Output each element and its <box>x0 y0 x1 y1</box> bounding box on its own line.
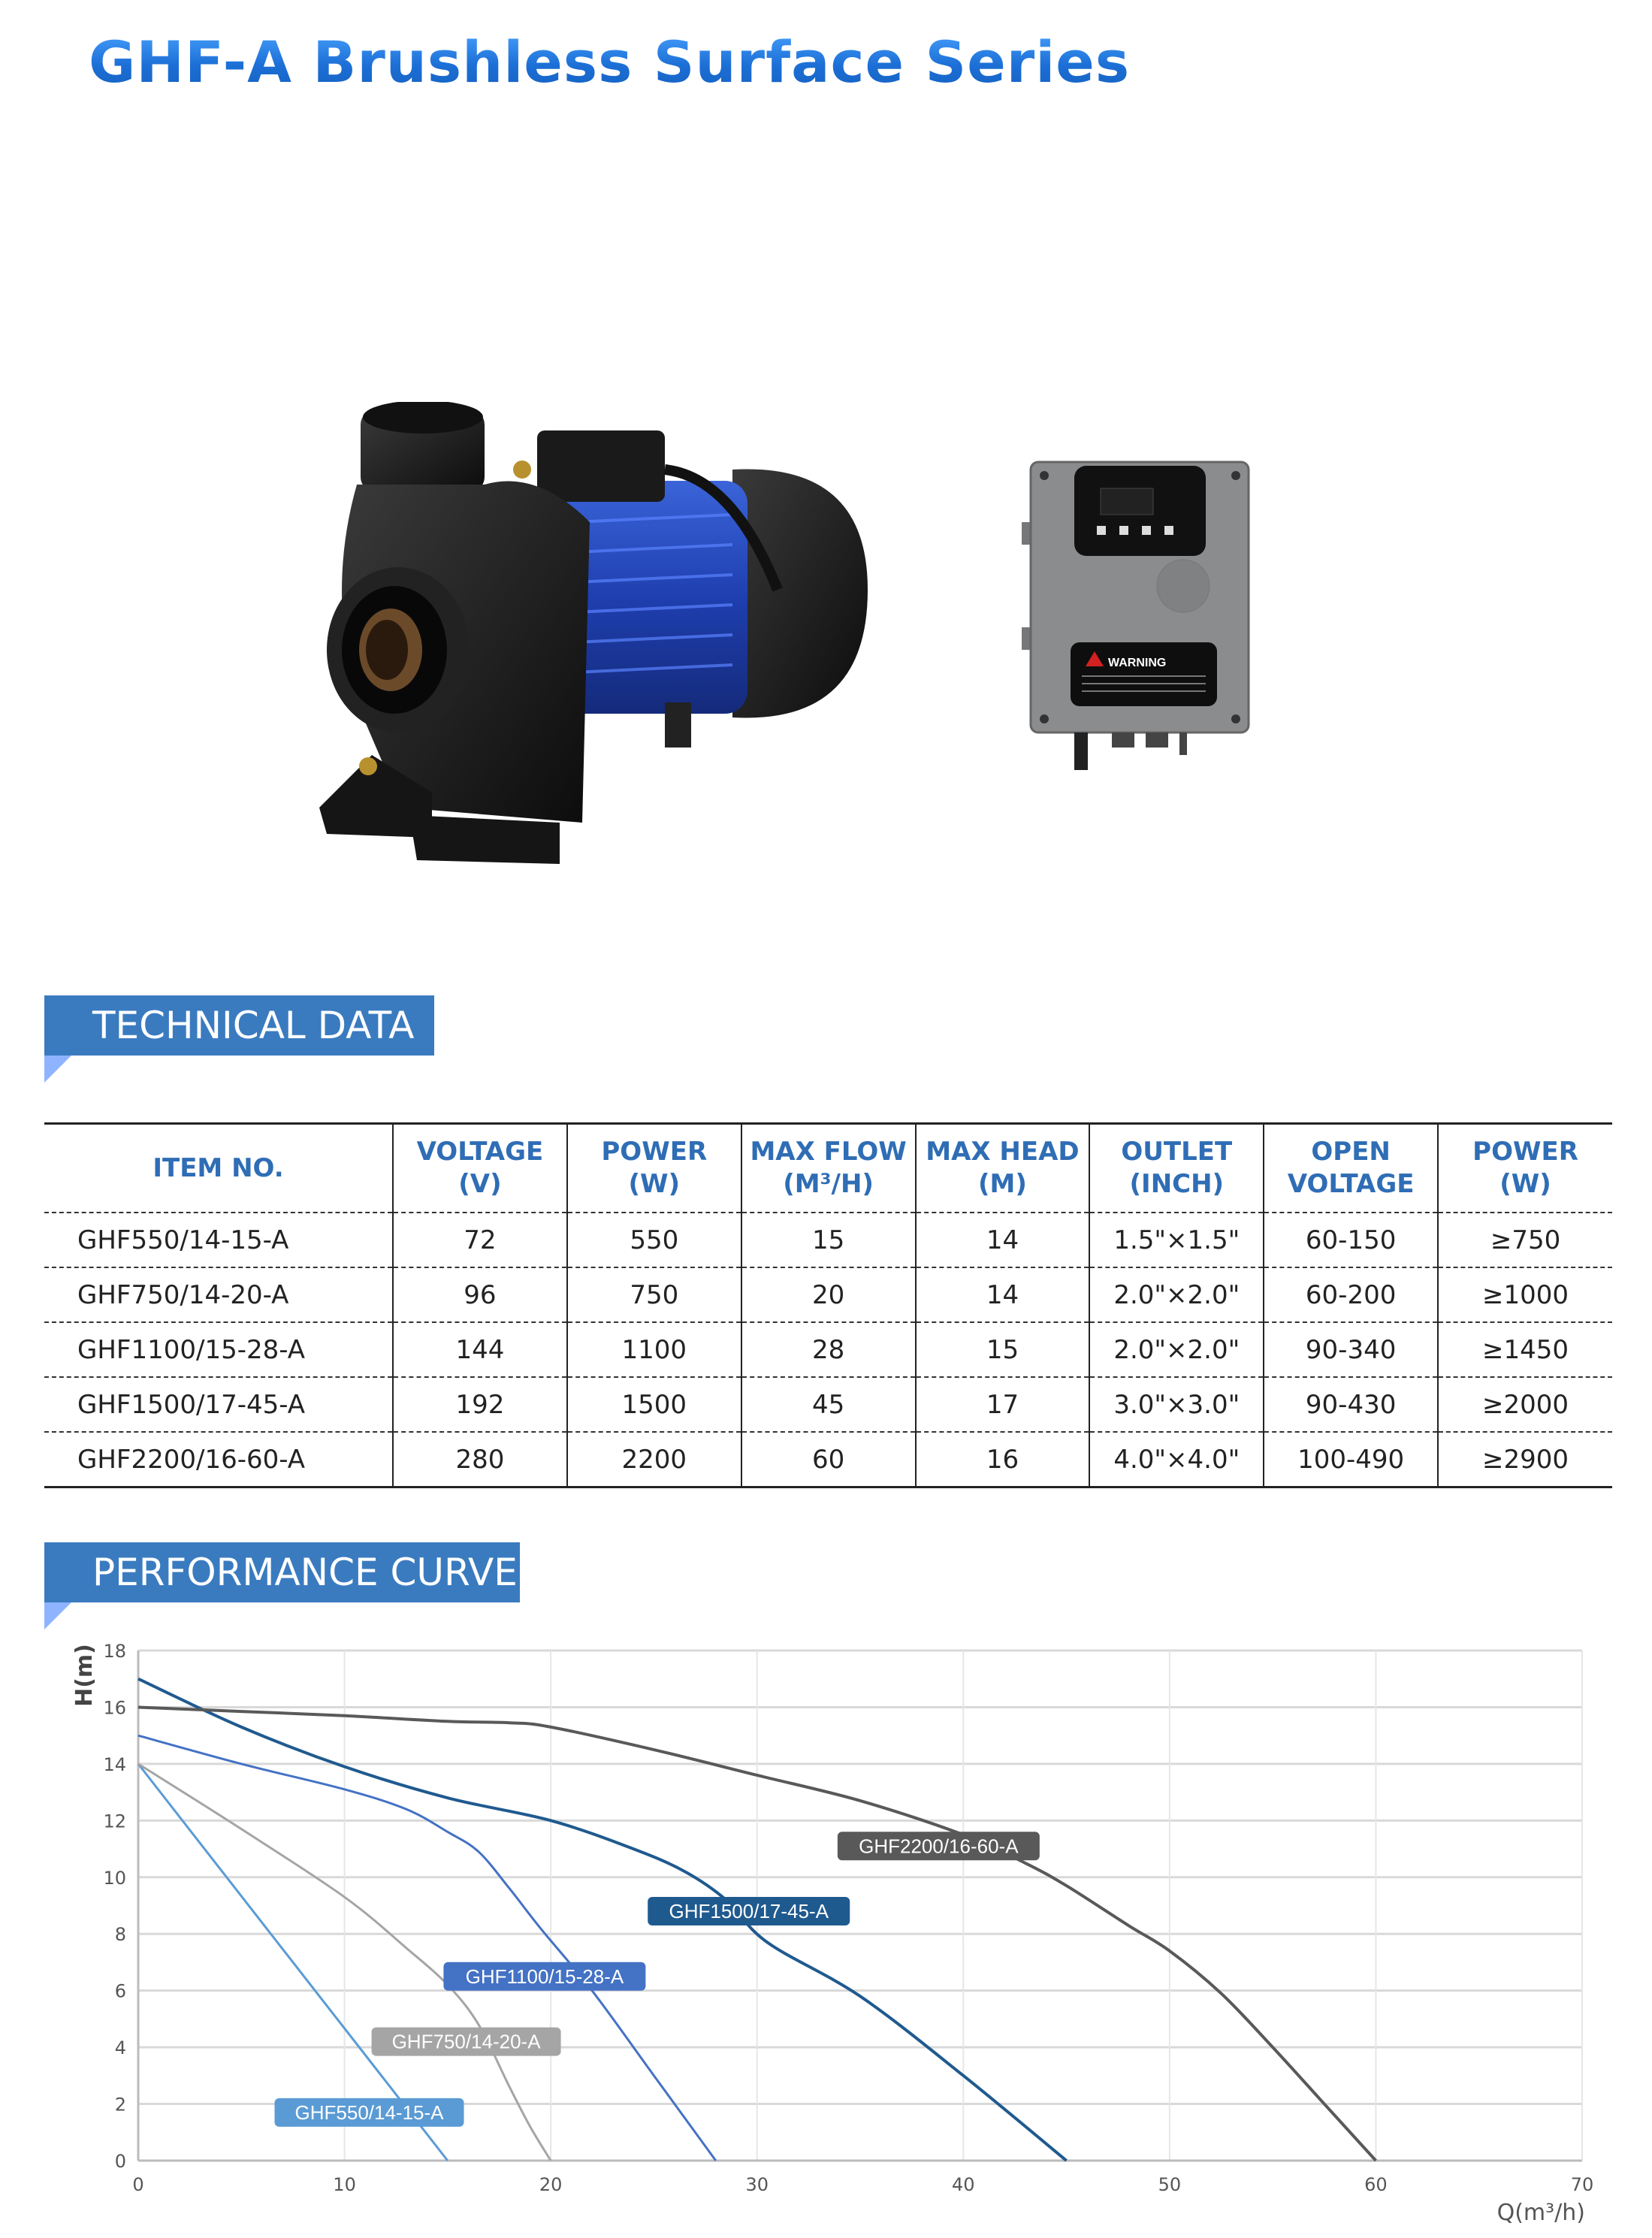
column-header-line: (M) <box>977 1169 1027 1199</box>
column-header-line: ITEM NO. <box>153 1152 284 1183</box>
table-cell: ≥2900 <box>1438 1432 1612 1487</box>
performance-chart <box>0 1615 1652 2238</box>
y-tick-label: 12 <box>103 1811 126 1832</box>
table-cell: 72 <box>393 1213 567 1267</box>
series-label-text: GHF1500/17-45-A <box>669 1900 829 1923</box>
x-tick-label: 40 <box>952 2174 975 2195</box>
table-cell: 100-490 <box>1264 1432 1438 1487</box>
column-header <box>44 1124 393 1213</box>
table-cell: 45 <box>741 1377 916 1432</box>
table-cell: 2.0"×2.0" <box>1089 1322 1264 1377</box>
column-header-line: VOLTAGE <box>1287 1169 1415 1199</box>
column-header <box>393 1124 567 1213</box>
column-header-line: VOLTAGE <box>416 1137 544 1167</box>
y-tick-label: 16 <box>103 1697 126 1719</box>
column-header-line: (M³/H) <box>783 1169 874 1199</box>
column-header <box>1438 1124 1612 1213</box>
table-cell: ≥1000 <box>1438 1267 1612 1322</box>
series-label-text: GHF750/14-20-A <box>391 2030 541 2053</box>
table-row <box>44 1377 1612 1432</box>
x-tick-label: 70 <box>1570 2174 1594 2195</box>
column-header-line: (W) <box>1499 1169 1551 1199</box>
y-tick-label: 4 <box>114 2037 126 2059</box>
table-cell: 280 <box>393 1432 567 1487</box>
table-cell: 4.0"×4.0" <box>1089 1432 1264 1487</box>
x-axis-label: Q(m³/h) <box>1496 2200 1585 2226</box>
series-line-ghf1500-17-45-a <box>138 1679 1067 2161</box>
column-header <box>1264 1124 1438 1213</box>
table-row <box>44 1267 1612 1322</box>
column-header <box>1089 1124 1264 1213</box>
y-tick-label: 2 <box>114 2094 126 2116</box>
column-header-line: (V) <box>458 1169 502 1199</box>
column-header-line: OUTLET <box>1121 1137 1233 1167</box>
table-cell: 60-150 <box>1264 1213 1438 1267</box>
table-cell: 96 <box>393 1267 567 1322</box>
table-cell: ≥750 <box>1438 1213 1612 1267</box>
column-header <box>916 1124 1090 1213</box>
technical-data-table <box>44 1122 1612 1488</box>
controller-image <box>1014 455 1262 778</box>
y-axis-label: H(m) <box>71 1644 98 1707</box>
item-number-cell: GHF1500/17-45-A <box>44 1377 393 1432</box>
table-cell: 17 <box>916 1377 1090 1432</box>
x-tick-label: 10 <box>333 2174 356 2195</box>
series-label-text: GHF2200/16-60-A <box>859 1835 1019 1858</box>
item-number-cell: GHF550/14-15-A <box>44 1213 393 1267</box>
table-cell: 15 <box>741 1213 916 1267</box>
table-cell: 14 <box>916 1213 1090 1267</box>
table-cell: 60 <box>741 1432 916 1487</box>
column-header <box>741 1124 916 1213</box>
y-tick-label: 10 <box>103 1867 126 1889</box>
x-tick-label: 50 <box>1158 2174 1182 2195</box>
table-row <box>44 1432 1612 1487</box>
table-cell: 28 <box>741 1322 916 1377</box>
column-header-line: OPEN <box>1311 1137 1391 1167</box>
table-cell: ≥1450 <box>1438 1322 1612 1377</box>
table-cell: 192 <box>393 1377 567 1432</box>
series-label-text: GHF1100/15-28-A <box>465 1965 624 1988</box>
table-cell: 2200 <box>567 1432 741 1487</box>
x-tick-label: 30 <box>745 2174 769 2195</box>
column-header-line: (W) <box>628 1169 681 1199</box>
item-number-cell: GHF1100/15-28-A <box>44 1322 393 1377</box>
table-cell: 60-200 <box>1264 1267 1438 1322</box>
column-header <box>567 1124 741 1213</box>
series-label <box>443 1962 645 1991</box>
page-title: GHF-A Brushless Surface Series <box>89 29 1131 95</box>
item-number-cell: GHF2200/16-60-A <box>44 1432 393 1487</box>
table-cell: 90-430 <box>1264 1377 1438 1432</box>
table-cell: 15 <box>916 1322 1090 1377</box>
x-tick-label: 0 <box>132 2174 144 2195</box>
x-tick-label: 20 <box>539 2174 563 2195</box>
table-cell: 550 <box>567 1213 741 1267</box>
pump-image <box>312 402 875 890</box>
table-cell: 3.0"×3.0" <box>1089 1377 1264 1432</box>
table-cell: ≥2000 <box>1438 1377 1612 1432</box>
warning-label: WARNING <box>1108 657 1167 669</box>
table-cell: 16 <box>916 1432 1090 1487</box>
x-tick-label: 60 <box>1364 2174 1388 2195</box>
y-tick-label: 6 <box>114 1980 126 2002</box>
table-header-row <box>44 1124 1612 1213</box>
performance-curve-banner: PERFORMANCE CURVE <box>44 1542 520 1602</box>
banner-triangle-decoration <box>44 1056 71 1083</box>
column-header-line: POWER <box>1472 1137 1578 1167</box>
table-cell: 90-340 <box>1264 1322 1438 1377</box>
y-tick-label: 0 <box>114 2151 126 2172</box>
series-label <box>648 1897 850 1925</box>
table-cell: 1100 <box>567 1322 741 1377</box>
table-cell: 144 <box>393 1322 567 1377</box>
technical-data-banner: TECHNICAL DATA <box>44 995 434 1056</box>
table-row <box>44 1322 1612 1377</box>
table-cell: 750 <box>567 1267 741 1322</box>
series-label <box>275 2098 464 2127</box>
item-number-cell: GHF750/14-20-A <box>44 1267 393 1322</box>
table-cell: 20 <box>741 1267 916 1322</box>
table-cell: 2.0"×2.0" <box>1089 1267 1264 1322</box>
table-row <box>44 1213 1612 1267</box>
series-label-text: GHF550/14-15-A <box>294 2101 444 2124</box>
column-header-line: POWER <box>601 1137 708 1167</box>
series-line-ghf1100-15-28-a <box>138 1735 716 2161</box>
table-cell: 1500 <box>567 1377 741 1432</box>
y-tick-label: 18 <box>103 1641 126 1662</box>
table-cell: 1.5"×1.5" <box>1089 1213 1264 1267</box>
series-label <box>838 1832 1040 1860</box>
y-tick-label: 8 <box>114 1924 126 1946</box>
column-header-line: MAX HEAD <box>926 1137 1080 1167</box>
table-cell: 14 <box>916 1267 1090 1322</box>
column-header-line: MAX FLOW <box>750 1137 907 1167</box>
y-tick-label: 14 <box>103 1753 126 1775</box>
column-header-line: (INCH) <box>1129 1169 1225 1199</box>
series-label <box>372 2028 561 2056</box>
